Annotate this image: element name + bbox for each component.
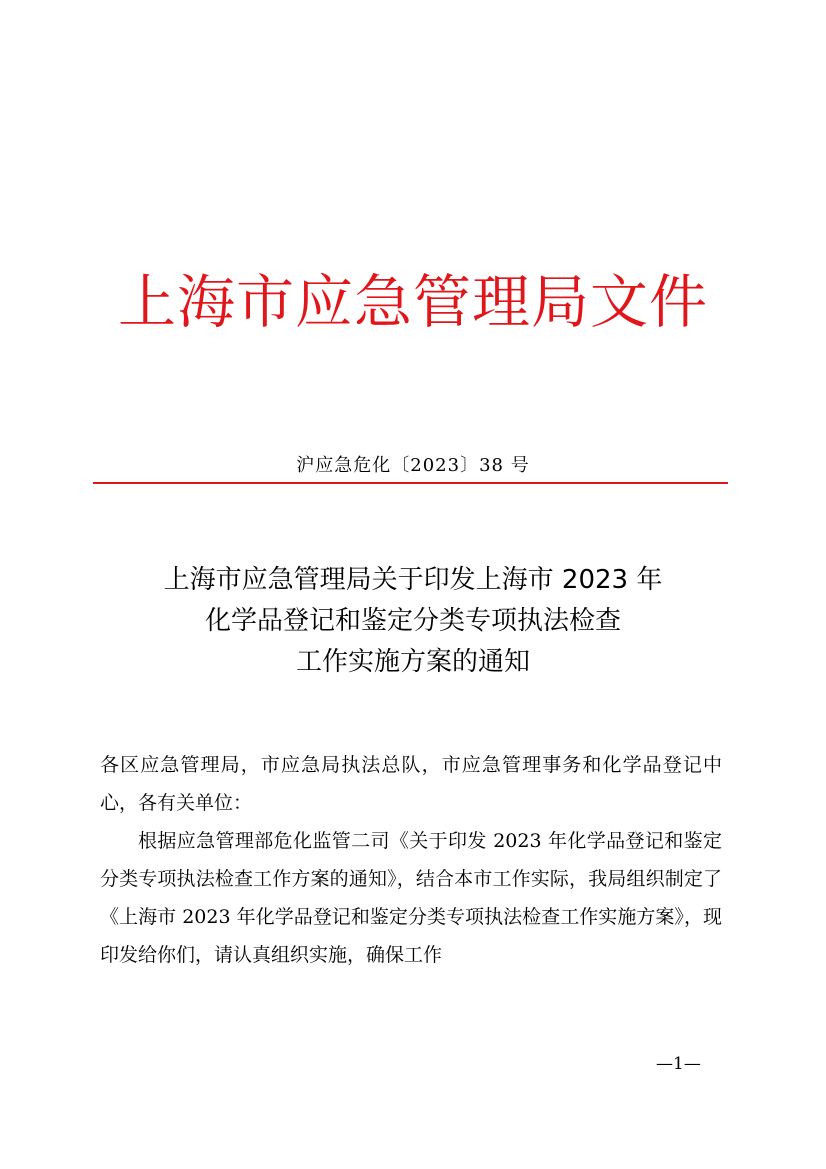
body-paragraph: 根据应急管理部危化监管二司《关于印发 2023 年化学品登记和鉴定分类专项执法检查工作方案的通知》，结合本市工作实际，我局组织制定了《上海市 2023 年化学品登记和鉴定分类专项执法检查工作实施方案》，现印发给你们，请认真组织实施，确保工作 (100, 830, 722, 966)
document-number: 沪应急危化〔2023〕38 号 (296, 455, 530, 476)
red-divider-line (93, 482, 728, 484)
title-line-3: 工作实施方案的通知 (295, 647, 530, 677)
masthead-title: 上海市应急管理局文件 (117, 268, 708, 336)
document-body (100, 746, 722, 974)
title-line-1: 上海市应急管理局关于印发上海市 2023 年 (163, 565, 663, 595)
notice-title (60, 560, 766, 683)
salutation: 各区应急管理局，市应急局执法总队，市应急管理事务和化学品登记中心，各有关单位： (100, 754, 722, 814)
page-number: —1— (656, 1054, 701, 1074)
title-line-2: 化学品登记和鉴定分类专项执法检查 (204, 606, 621, 636)
